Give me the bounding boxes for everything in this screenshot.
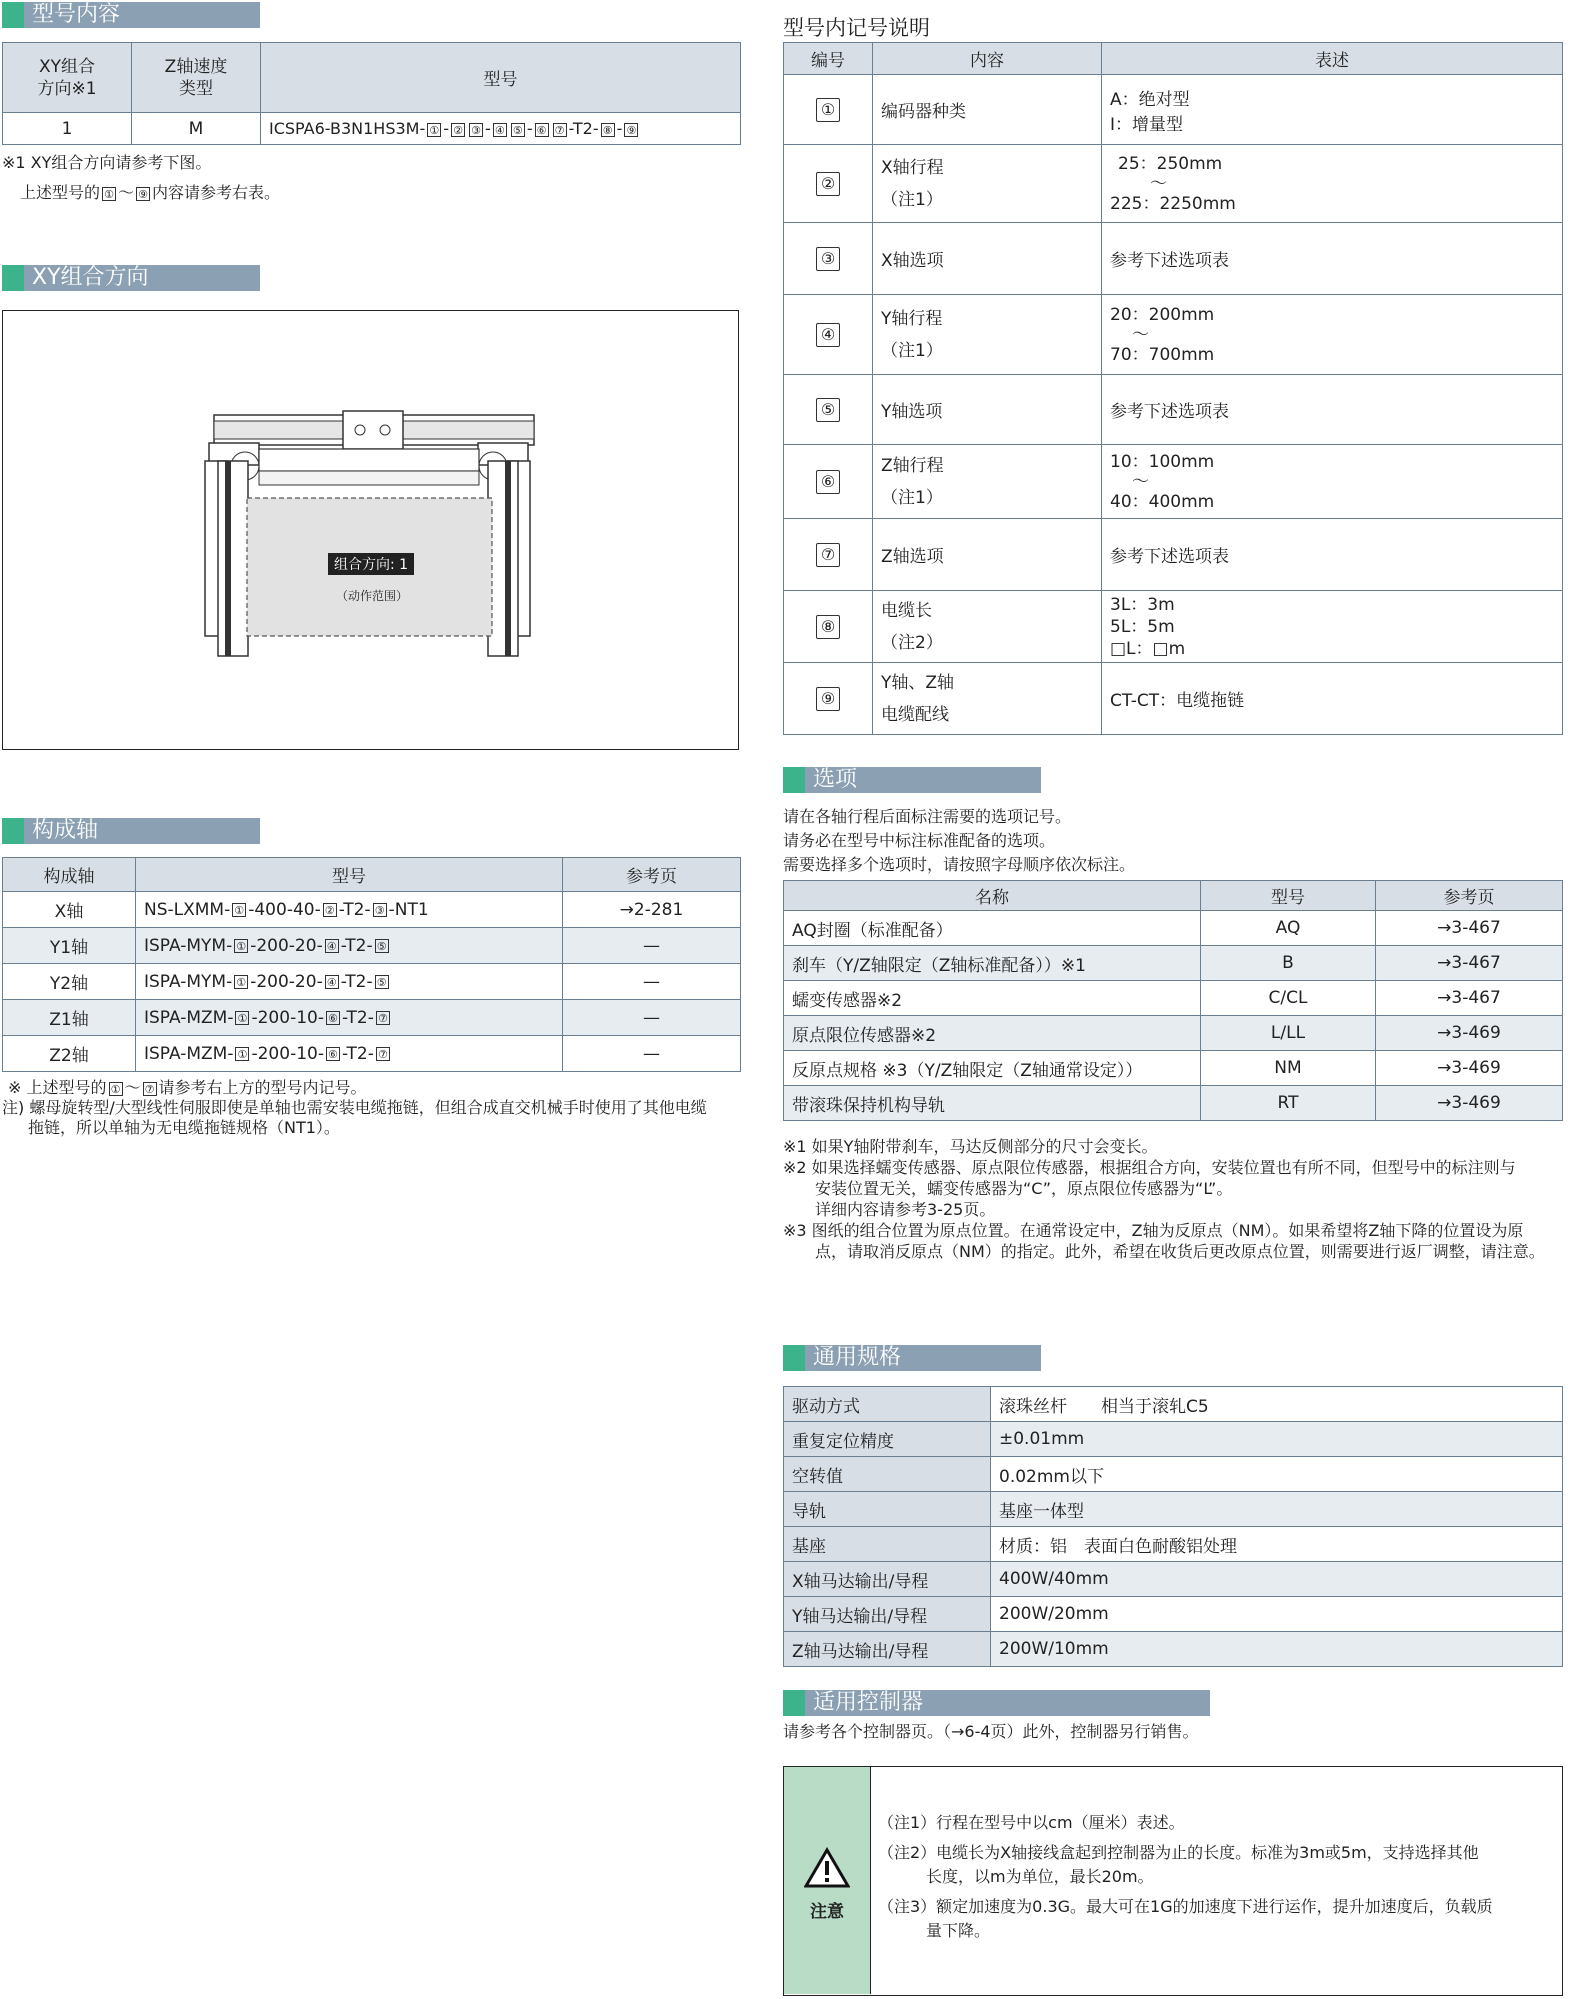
- table-row: 刹车（Y/Z轴限定（Z轴标准配备））※1 B →3-467: [784, 946, 1563, 981]
- code-header: 内容: [873, 43, 1102, 75]
- cell-z: M: [132, 113, 261, 145]
- code-box: ⑤: [511, 123, 525, 137]
- axis-table: [2, 857, 741, 1072]
- options-header: 型号: [1201, 881, 1376, 911]
- table-row: 基座 材质：铝 表面白色耐酸铝处理: [784, 1527, 1563, 1562]
- table-row: 空转值 0.02mm以下: [784, 1457, 1563, 1492]
- code-box: ③: [469, 123, 483, 137]
- table-row: ⑤ Y轴选项 参考下述选项表: [784, 375, 1563, 445]
- table-row: Z轴马达输出/导程 200W/10mm: [784, 1632, 1563, 1667]
- header-xy: XY组合 方向※1: [3, 43, 132, 113]
- options-header: 参考页: [1376, 881, 1563, 911]
- code-title: 型号内记号说明: [783, 16, 930, 40]
- table-row: 带滚珠保持机构导轨 RT →3-469: [784, 1086, 1563, 1121]
- table-row: Z1轴 ISPA-MZM- ① -200-10- ⑥ -T2- ⑦ —: [3, 1000, 741, 1036]
- header-z: Z轴速度 类型: [132, 43, 261, 113]
- axis-notes: ※ 上述型号的 ① ～ ⑦ 请参考右上方的型号内记号。 注) 螺母旋转型/大型线性伺服即使是单轴也需安装电缆拖链，但组合成直交机械手时使用了其他电缆 拖链，所以单轴为无电缆拖链规格（NT1）。: [2, 1078, 707, 1137]
- model-table: [2, 42, 741, 145]
- table-row: Y轴马达输出/导程 200W/20mm: [784, 1597, 1563, 1632]
- spec-table: [783, 1386, 1563, 1667]
- options-table: [783, 880, 1563, 1121]
- axis-header: 构成轴: [3, 858, 136, 892]
- cell-xy: 1: [3, 113, 132, 145]
- code-box: ⑨: [624, 123, 638, 137]
- code-table: [783, 42, 1563, 735]
- section-title-xy: XY组合方向: [2, 265, 260, 291]
- section-title-options: 选项: [783, 767, 1041, 793]
- table-row: ⑧ 电缆长 （注2） 3L：3m 5L：5m □L：□m: [784, 591, 1563, 663]
- axis-header: 型号: [136, 858, 563, 892]
- table-row: ⑥ Z轴行程 （注1） 10：100mm ～ 40：400mm: [784, 445, 1563, 519]
- code-box: ⑦: [553, 123, 567, 137]
- table-row: ② X轴行程 （注1） 25：250mm ～ 225：2250mm: [784, 145, 1563, 223]
- model-text: ICSPA6-B3N1HS3M-: [269, 119, 426, 138]
- note-line: ※1 XY组合方向请参考下图。: [2, 153, 212, 172]
- table-row: X轴马达输出/导程 400W/40mm: [784, 1562, 1563, 1597]
- model-notes: ※1 XY组合方向请参考下图。 上述型号的 ① ～ ⑨ 内容请参考右表。: [2, 153, 281, 202]
- caution-box: [783, 1766, 1563, 1996]
- controller-text: 请参考各个控制器页。（→6-4页）此外，控制器另行销售。: [783, 1722, 1199, 1741]
- code-box: ⑧: [601, 123, 615, 137]
- caution-label: 注意: [810, 1902, 844, 1922]
- code-box: ②: [451, 123, 465, 137]
- section-title-axis: 构成轴: [2, 818, 260, 844]
- code-header: 编号: [784, 43, 873, 75]
- options-intro: 请在各轴行程后面标注需要的选项记号。 请务必在型号中标注标准配备的选项。 需要选择多个选项时，请按照字母顺序依次标注。: [783, 807, 1136, 874]
- options-header: 名称: [784, 881, 1201, 911]
- table-row: ⑦ Z轴选项 参考下述选项表: [784, 519, 1563, 591]
- table-row: Y1轴 ISPA-MYM- ① -200-20- ④ -T2- ⑤ —: [3, 928, 741, 964]
- robot-diagram: [3, 311, 737, 748]
- cell-model: ICSPA6-B3N1HS3M- ① - ② ③ - ④ ⑤ - ⑥ ⑦ -T2- ⑧ - ⑨: [261, 113, 741, 145]
- code-box: ④: [493, 123, 507, 137]
- table-row: Y2轴 ISPA-MYM- ① -200-20- ④ -T2- ⑤ —: [3, 964, 741, 1000]
- xy-diagram: [2, 310, 739, 750]
- section-title-model: 型号内容: [2, 2, 260, 28]
- warning-icon: [804, 1847, 850, 1889]
- table-row: Z2轴 ISPA-MZM- ① -200-10- ⑥ -T2- ⑦ —: [3, 1036, 741, 1072]
- caution-side: [784, 1767, 871, 1994]
- table-row: 驱动方式 滚珠丝杆 相当于滚轧C5: [784, 1387, 1563, 1422]
- table-row: X轴 NS-LXMM- ① -400-40- ② -T2- ③ -NT1 →2-281: [3, 892, 741, 928]
- code-box: ⑥: [535, 123, 549, 137]
- table-row: ⑨ Y轴、Z轴 电缆配线 CT-CT：电缆拖链: [784, 663, 1563, 735]
- table-row: 原点限位传感器※2 L/LL →3-469: [784, 1016, 1563, 1051]
- table-row: 蠕变传感器※2 C/CL →3-467: [784, 981, 1563, 1016]
- options-notes: ※1 如果Y轴附带刹车，马达反侧部分的尺寸会变长。 ※2 如果选择蠕变传感器、原点限位传感器，根据组合方向，安装位置也有所不同，但型号中的标注则与 安装位置无关，蠕变传感器为“C”，原点限位传感器为“L”。 详细内容请参考3-25页。 ※3 图纸的组合位置为原点位置。在通常设定中，Z轴为反原点（NM）。如果希望将Z轴下降的位置设为原 点，请取消反原点（NM）的指定。此外，希望在收货后更改原点位置，则需要进行返厂调整，请注意。: [783, 1137, 1545, 1261]
- table-row: 导轨 基座一体型: [784, 1492, 1563, 1527]
- table-row: 重复定位精度 ±0.01mm: [784, 1422, 1563, 1457]
- caution-notes: （注1）行程在型号中以cm（厘米）表述。 （注2）电缆长为X轴接线盒起到控制器为止的长度。标准为3m或5m，支持选择其他 长度，以m为单位，最长20m。 （注3）额定加速度为0.3G。最大可在1G的加速度下进行运作，提升加速度后，负载质 量下降。: [878, 1813, 1493, 1940]
- range-label: （动作范围）: [336, 589, 409, 603]
- header-model: 型号: [261, 43, 741, 113]
- table-row: 反原点规格 ※3（Y/Z轴限定（Z轴通常设定）） NM →3-469: [784, 1051, 1563, 1086]
- code-header: 表述: [1102, 43, 1563, 75]
- section-title-controller: 适用控制器: [783, 1690, 1210, 1716]
- table-row: ① 编码器种类 A：绝对型 I：增量型: [784, 75, 1563, 145]
- section-title-spec: 通用规格: [783, 1345, 1041, 1371]
- table-row: AQ封圈（标准配备） AQ →3-467: [784, 911, 1563, 946]
- code-box: ①: [427, 123, 441, 137]
- axis-header: 参考页: [563, 858, 741, 892]
- table-row: ④ Y轴行程 （注1） 20：200mm ～ 70：700mm: [784, 295, 1563, 375]
- table-row: ③ X轴选项 参考下述选项表: [784, 223, 1563, 295]
- combination-label: 组合方向: 1: [328, 553, 414, 575]
